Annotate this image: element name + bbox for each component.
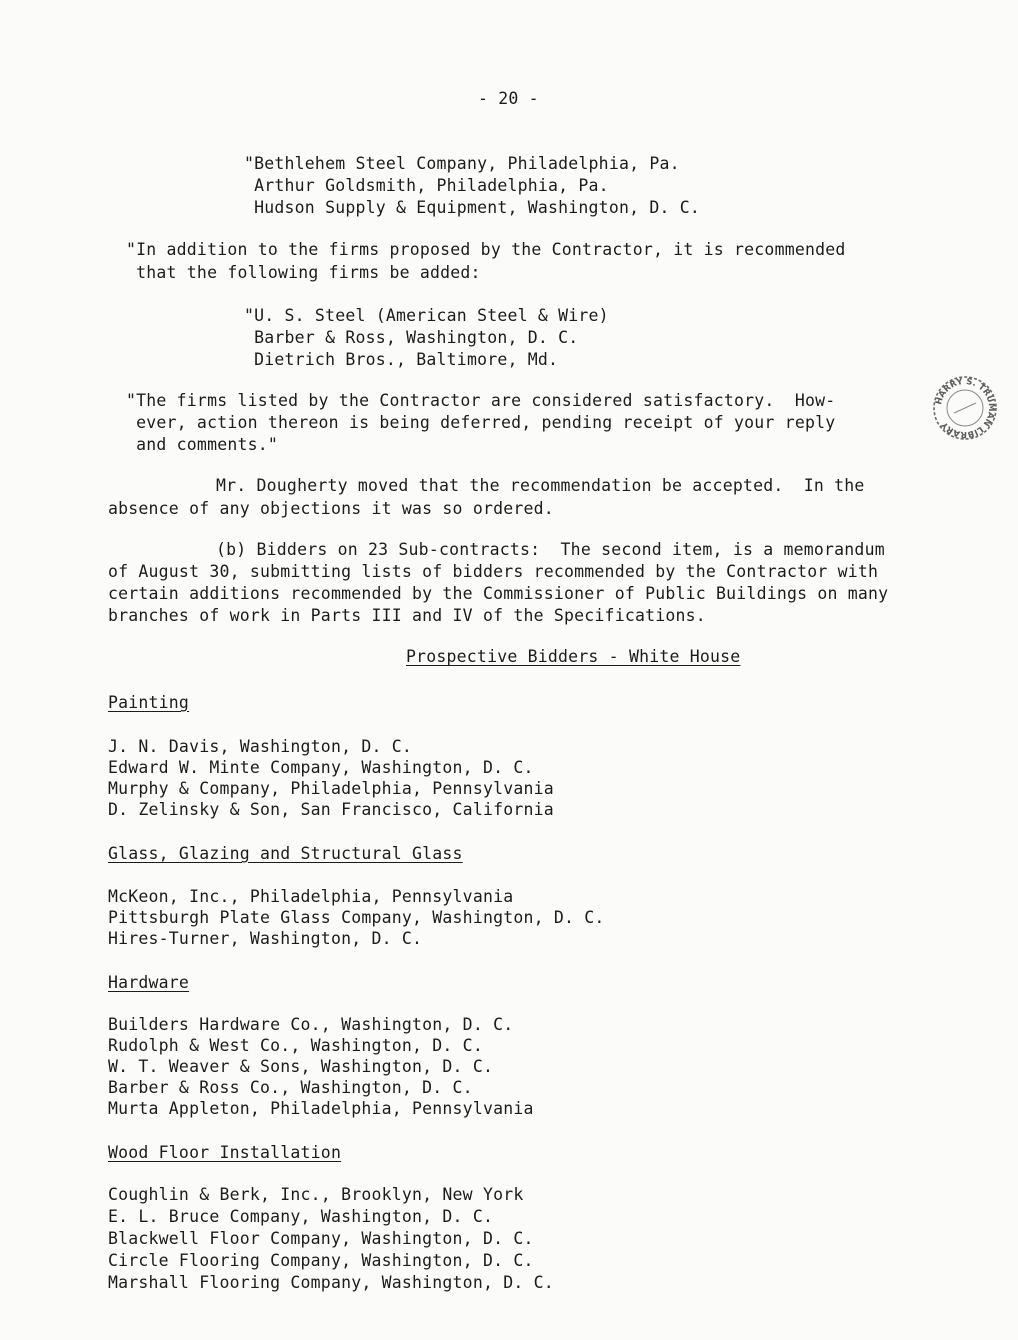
stamp-text: HARRY S. TRUMAN LIBRARY: [934, 376, 997, 440]
list-item: Builders Hardware Co., Washington, D. C.: [108, 1015, 514, 1034]
list-item: Rudolph & West Co., Washington, D. C.: [108, 1036, 483, 1055]
library-stamp-icon: [932, 375, 998, 441]
list-item: Circle Flooring Company, Washington, D. C.: [108, 1251, 534, 1270]
list-item: Marshall Flooring Company, Washington, D. C.: [108, 1273, 554, 1292]
satisfactory-line-3: and comments.": [126, 435, 279, 454]
list-item: Blackwell Floor Company, Washington, D. C.: [108, 1229, 534, 1248]
list-item: Coughlin & Berk, Inc., Brooklyn, New York: [108, 1185, 524, 1204]
quote1-line-1: "Bethlehem Steel Company, Philadelphia, Pa.: [244, 154, 680, 173]
section-heading-glass: Glass, Glazing and Structural Glass: [108, 844, 463, 863]
list-item: Edward W. Minte Company, Washington, D. C.: [108, 758, 534, 777]
satisfactory-line-2: ever, action thereon is being deferred, pending receipt of your reply: [126, 413, 836, 432]
bidders-line-3: certain additions recommended by the Commissioner of Public Buildings on many: [108, 584, 889, 603]
quote2-line-2: Barber & Ross, Washington, D. C.: [244, 328, 579, 347]
list-item: Hires-Turner, Washington, D. C.: [108, 929, 423, 948]
page-number: - 20 -: [478, 89, 539, 108]
section-heading-painting: Painting: [108, 693, 190, 712]
list-item: Murphy & Company, Philadelphia, Pennsylvania: [108, 779, 554, 798]
list-item: W. T. Weaver & Sons, Washington, D. C.: [108, 1057, 494, 1076]
list-title: Prospective Bidders - White House: [406, 647, 741, 666]
list-item: E. L. Bruce Company, Washington, D. C.: [108, 1207, 494, 1226]
addition-line-2: that the following firms be added:: [126, 263, 481, 282]
motion-line-1: Mr. Dougherty moved that the recommendation be accepted. In the: [216, 476, 865, 495]
list-item: Murta Appleton, Philadelphia, Pennsylvania: [108, 1099, 534, 1118]
bidders-line-2: of August 30, submitting lists of bidders recommended by the Contractor with: [108, 562, 879, 581]
list-item: D. Zelinsky & Son, San Francisco, California: [108, 800, 554, 819]
quote2-line-1: "U. S. Steel (American Steel & Wire): [244, 306, 609, 325]
section-heading-hardware: Hardware: [108, 973, 190, 992]
bidders-line-4: branches of work in Parts III and IV of the Specifications.: [108, 606, 706, 625]
motion-line-2: absence of any objections it was so ordered.: [108, 499, 554, 518]
satisfactory-line-1: "The firms listed by the Contractor are considered satisfactory. How-: [126, 391, 836, 410]
quote1-line-3: Hudson Supply & Equipment, Washington, D. C.: [244, 198, 701, 217]
list-item: Barber & Ross Co., Washington, D. C.: [108, 1078, 473, 1097]
list-item: J. N. Davis, Washington, D. C.: [108, 737, 413, 756]
list-item: McKeon, Inc., Philadelphia, Pennsylvania: [108, 887, 514, 906]
quote1-line-2: Arthur Goldsmith, Philadelphia, Pa.: [244, 176, 609, 195]
bidders-line-1: (b) Bidders on 23 Sub-contracts: The second item, is a memorandum: [216, 540, 885, 559]
addition-line-1: "In addition to the firms proposed by the Contractor, it is recommended: [126, 240, 846, 259]
section-heading-wood-floor: Wood Floor Installation: [108, 1143, 342, 1162]
quote2-line-3: Dietrich Bros., Baltimore, Md.: [244, 350, 559, 369]
list-item: Pittsburgh Plate Glass Company, Washington, D. C.: [108, 908, 605, 927]
